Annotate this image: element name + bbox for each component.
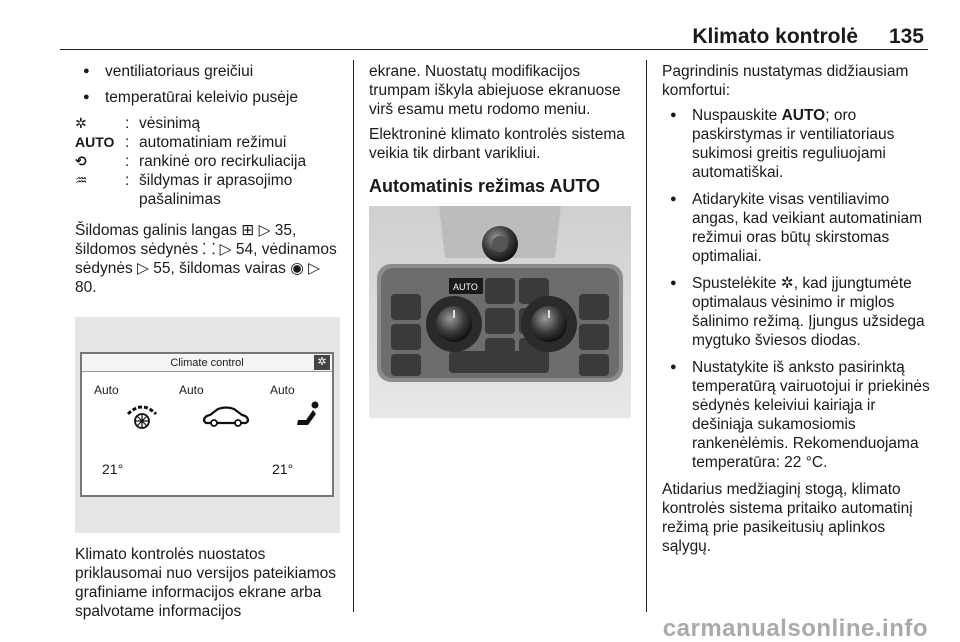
bullet-passenger-temp: ● temperatūrai keleivio pusėje [75, 88, 340, 107]
temp-right: 21° [272, 461, 294, 477]
auto-label-seat: Auto [270, 383, 295, 397]
control-panel-illustration [369, 206, 631, 418]
column-divider-1 [353, 60, 354, 612]
climate-display-screen [80, 352, 334, 497]
column-2 [369, 62, 634, 418]
column-1 [75, 62, 340, 627]
auto-keyword: AUTO [781, 107, 826, 124]
climate-display-figure [75, 317, 340, 533]
bullet-cooling-mode: ● Spustelėkite ✲, kad įjungtumėte optimalaus vėsinimo ir miglos šalinimo režimą. Įjungus užsidega mygtuko šviesos diodas. [662, 274, 930, 350]
page-header [60, 22, 928, 50]
auto-label: AUTO [75, 134, 115, 150]
legend-desc: automatiniam režimui [139, 134, 287, 151]
legend-desc: rankinė oro recirkuliacija [139, 153, 307, 170]
display-paragraph: ekrane. Nuostatų modifikacijos trumpam iškyla abiejuose ekranuose virš esamu metu rodomo meniu. [369, 63, 621, 118]
legend-row-defrost: ♒ : šildymas ir aprasojimo pašalinimas [75, 171, 340, 209]
legend-row-cooling: ✲ : vėsinimą [75, 114, 340, 133]
legend-desc: šildymas ir aprasojimo pašalinimas [139, 172, 293, 208]
defrost-icon: ♒ [75, 172, 88, 188]
intro-paragraph: Pagrindinis nustatymas didžiausiam komfortui: [662, 63, 909, 99]
figure-caption: Klimato kontrolės nuostatos priklausomai nuo versijos pateikiamos grafiniame informacijos ekrane arba spalvotame informacijos [75, 546, 337, 620]
legend-row-recirculation: ⟲ : rankinė oro recirkuliacija [75, 152, 340, 171]
column-divider-2 [646, 60, 647, 612]
auto-label-fan: Auto [94, 383, 119, 397]
settings-icon: ✲ [314, 355, 330, 370]
page-title: Klimato kontrolė [692, 25, 858, 48]
legend-row-auto: AUTO : automatiniam režimui [75, 133, 340, 152]
screen-title-bar [82, 354, 332, 372]
column-3 [662, 62, 930, 562]
control-panel-photo [369, 206, 631, 418]
temp-left: 21° [102, 461, 124, 477]
legend-desc: vėsinimą [139, 115, 201, 132]
bullet-press-auto: ● Nuspauskite AUTO; oro paskirstymas ir ventiliatoriaus sukimosi greitis reguliuojami automatiškai. [662, 106, 930, 182]
page-number: 135 [888, 25, 924, 48]
screen-title: Climate control [170, 357, 244, 369]
bullet-fan-speed: ● ventiliatoriaus greičiui [75, 62, 340, 81]
seat-icon [294, 400, 322, 430]
bullet-open-vents: ● Atidarykite visas ventiliavimo angas, kad veikiant automatiniam režimui oras būtų skirstomas optimaliai. [662, 190, 930, 266]
panel-auto-label: AUTO [453, 282, 478, 292]
engine-paragraph: Elektroninė klimato kontrolės sistema veikia tik dirbant varikliui. [369, 126, 625, 162]
bullet-set-temperature: ● Nustatykite iš anksto pasirinktą temperatūrą vairuotojui ir priekinės sėdynės keleiviui kairiąja ir dešiniąja sukamosiomis rankenėlėmis. Rekomenduojama temperatūra: 22 °C. [662, 358, 930, 472]
section-heading: Automatinis režimas AUTO [369, 176, 601, 196]
car-icon [200, 404, 252, 428]
sunroof-paragraph: Atidarius medžiaginį stogą, klimato kontrolės sistema pritaiko automatinį režimą prie pasikeitusių aplinkos sąlygų. [662, 481, 913, 555]
watermark: carmanualsonline.info [662, 615, 928, 642]
heated-features-paragraph: Šildomas galinis langas ⊞ ▷ 35, šildomos sėdynės ⸬ ▷ 54, vėdinamos sėdynės ▷ 55, šildomas vairas ◉ ▷ 80. [75, 222, 337, 296]
snowflake-icon: ✲ [75, 115, 87, 131]
fan-icon [122, 400, 162, 432]
recirculation-icon: ⟲ [75, 153, 87, 169]
auto-label-distribution: Auto [179, 383, 204, 397]
symbol-legend [75, 114, 340, 209]
